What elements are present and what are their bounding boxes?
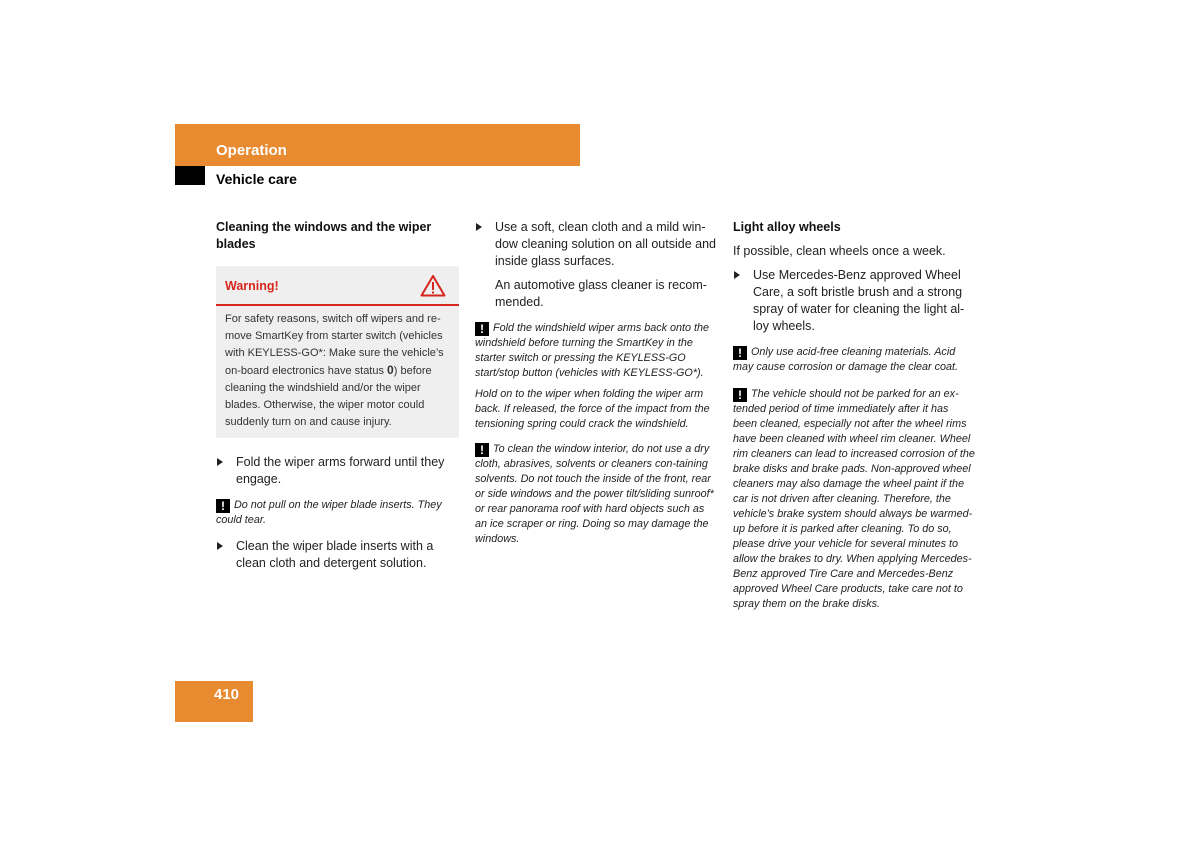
section-title: Operation bbox=[216, 142, 287, 159]
instruction-text: Clean the wiper blade inserts with a clean cloth and detergent solution. bbox=[236, 539, 434, 570]
exclamation-icon: ! bbox=[733, 388, 747, 402]
windows-heading: Cleaning the windows and the wiper blades bbox=[216, 220, 432, 251]
instruction-text: Use a soft, clean cloth and a mild win-dow cleaning solution on all outside and inside glass surfaces. bbox=[495, 220, 716, 268]
warning-triangle-icon bbox=[420, 274, 446, 297]
page-number: 410 bbox=[214, 686, 240, 703]
bullet-arrow-icon bbox=[217, 542, 223, 550]
note-acid-free bbox=[733, 345, 975, 375]
section-marker bbox=[175, 166, 205, 185]
instruction-wheel-care bbox=[733, 267, 975, 335]
note-fold-arms bbox=[475, 321, 717, 381]
warning-header bbox=[216, 266, 459, 306]
note-text: Only use acid-free cleaning materials. Acid may cause corrosion or damage the clear coat. bbox=[733, 346, 959, 373]
note-text: Fold the windshield wiper arms back onto the windshield before turning the SmartKey in the starter switch or pressing the KEYLESS-GO start/stop button (vehicles with KEYLESS-GO*). bbox=[475, 322, 710, 379]
instruction-text: Fold the wiper arms forward until they engage. bbox=[236, 455, 445, 486]
note-wiper-inserts bbox=[216, 498, 459, 528]
instruction-text: Use Mercedes-Benz approved Wheel Care, a soft bristle brush and a strong spray of water for cleaning the light al-loy wheels. bbox=[753, 268, 965, 333]
column-2 bbox=[475, 219, 717, 547]
exclamation-icon: ! bbox=[733, 346, 747, 360]
exclamation-icon: ! bbox=[475, 322, 489, 336]
warning-text-part2: ) before cleaning the windshield and/or the wiper blades. Otherwise, the wiper motor could suddenly turn on and cause injury. bbox=[225, 365, 432, 428]
instruction-fold-wipers bbox=[216, 454, 459, 488]
warning-text-part1: For safety reasons, switch off wipers and re-move SmartKey from starter switch (vehicles with KEYLESS-GO*: Make sure the vehicle’s on-board electronics have status bbox=[225, 313, 444, 377]
warning-box bbox=[216, 266, 459, 438]
bullet-arrow-icon bbox=[217, 458, 223, 466]
note-parking bbox=[733, 387, 975, 612]
note-text: Do not pull on the wiper blade inserts. They could tear. bbox=[216, 499, 442, 526]
status-value: 0 bbox=[387, 363, 394, 377]
instruction-soft-cloth bbox=[475, 219, 717, 270]
note-hold-wiper: Hold on to the wiper when folding the wiper arm back. If released, the force of the impact from the tensioning spring could crack the windshield. bbox=[475, 388, 710, 430]
section-subtitle: Vehicle care bbox=[216, 171, 297, 187]
exclamation-icon: ! bbox=[216, 499, 230, 513]
bullet-arrow-icon bbox=[476, 223, 482, 231]
exclamation-icon: ! bbox=[475, 443, 489, 457]
note-text: The vehicle should not be parked for an ex-tended period of time immediately after it has been cleaned, especially not after the wheel rims have been cleaned with wheel rim cleaner. Wheel rim cleaners can lead to increased corrosion of the brake disks and brake pads. Non-approved wheel cleaners may also damage the wheel paint if the car is not driven after cleaning. Therefore, the vehicle’s brake system should always be warmed-up before it is parked after cleaning. To do so, please drive your vehicle for several minutes to allow the brakes to dry. When applying Mercedes-Benz approved Tire Care and Mercedes-Benz approved Wheel Care products, take care not to spray them on the brake disks. bbox=[733, 388, 975, 610]
note-text: To clean the window interior, do not use a dry cloth, abrasives, solvents or cleaners con-taining solvents. Do not touch the inside of the front, rear or side windows and the power tilt/sliding sunroof* or rear panorama roof with hard objects such as an ice scraper or ring. Doing so may damage the windows. bbox=[475, 443, 714, 545]
glass-cleaner-text: An automotive glass cleaner is recom-mended. bbox=[495, 278, 707, 309]
column-3 bbox=[733, 219, 975, 612]
bullet-arrow-icon bbox=[734, 271, 740, 279]
warning-text bbox=[216, 306, 459, 438]
wheels-heading: Light alloy wheels bbox=[733, 220, 841, 234]
note-window-interior bbox=[475, 442, 717, 547]
warning-label: Warning! bbox=[225, 279, 279, 293]
wheels-intro: If possible, clean wheels once a week. bbox=[733, 244, 946, 258]
column-1 bbox=[216, 219, 459, 572]
instruction-clean-inserts bbox=[216, 538, 459, 572]
